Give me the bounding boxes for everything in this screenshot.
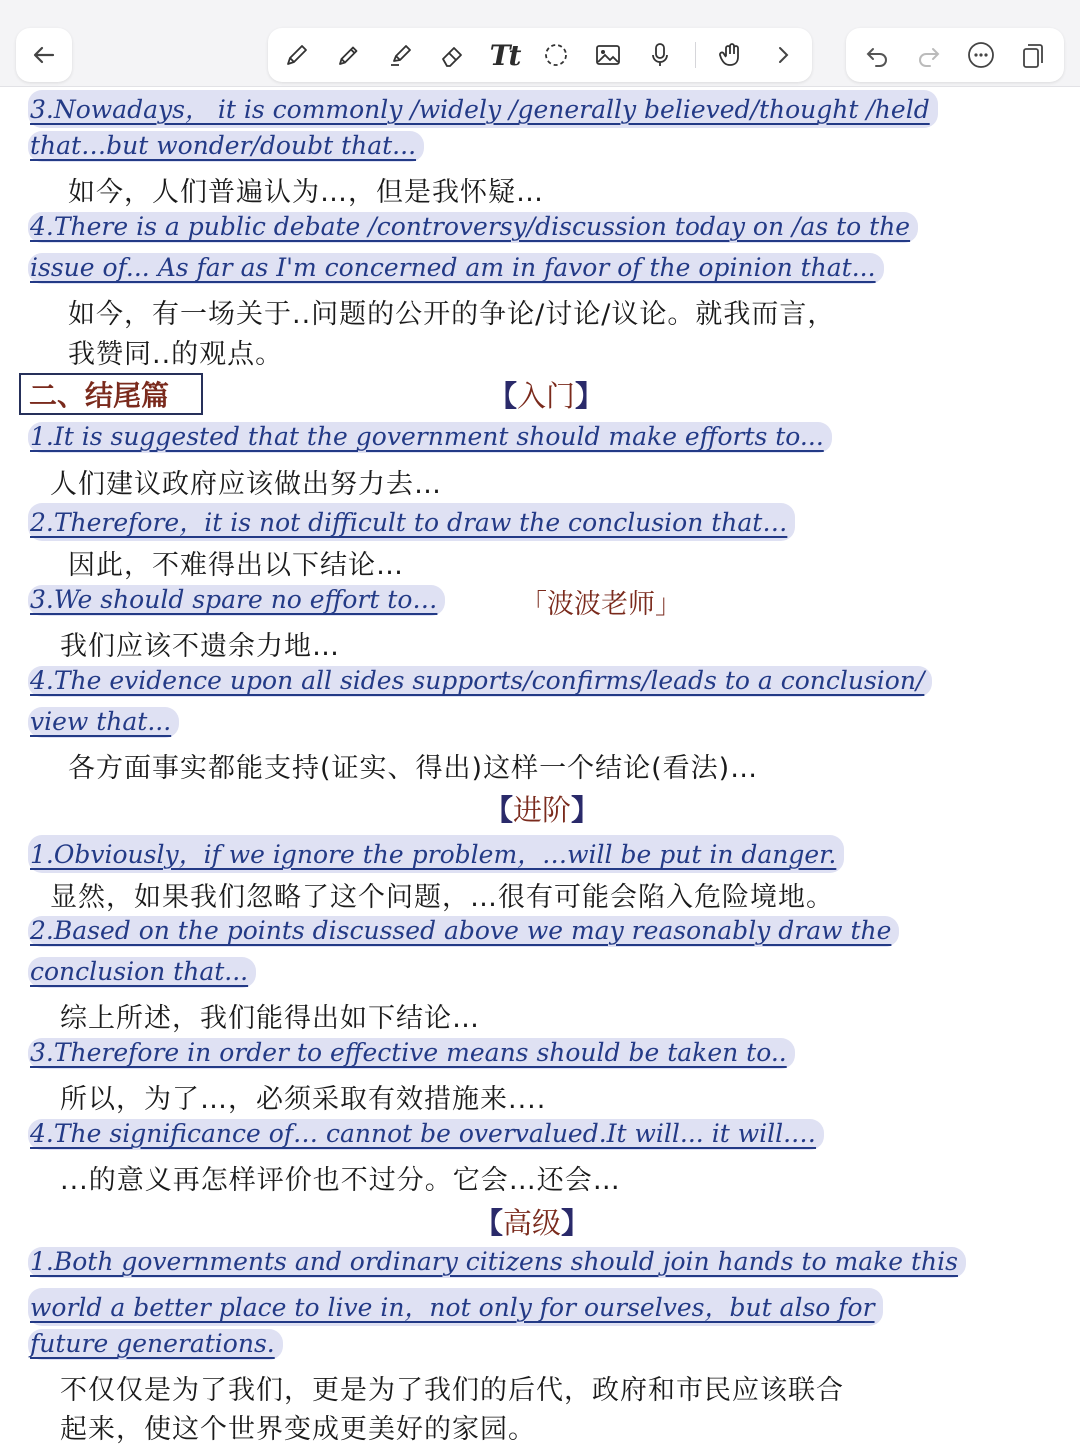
pen-icon[interactable] <box>280 38 314 72</box>
translation-text: 我赞同..的观点。 <box>68 339 284 370</box>
phrase-text: 1.It is suggested that the government should make efforts to... <box>28 422 832 453</box>
phrase-text: 1.Both governments and ordinary citizens should join hands to make this <box>28 1247 966 1278</box>
phrase-text: future generations. <box>28 1329 283 1360</box>
phrase-text: world a better place to live in，not only for ourselves，but also for <box>28 1288 883 1326</box>
translation-text: 不仅仅是为了我们，更是为了我们的后代，政府和市民应该联合 <box>60 1375 844 1406</box>
translation-text: 起来，使这个世界变成更美好的家园。 <box>60 1414 536 1445</box>
section-title: 二、结尾篇 <box>19 373 203 415</box>
microphone-icon[interactable] <box>643 38 677 72</box>
eraser-icon[interactable] <box>436 38 470 72</box>
translation-text: 显然，如果我们忽略了这个问题，…很有可能会陷入危险境地。 <box>50 882 834 913</box>
hand-icon[interactable] <box>714 38 748 72</box>
phrase-text: 4.There is a public debate /controversy/discussion today on /as to the <box>28 212 918 243</box>
toolbar <box>0 0 1080 87</box>
phrase-text: view that... <box>28 707 179 738</box>
phrase-text: 2.Therefore，it is not difficult to draw the conclusion that… <box>28 503 795 541</box>
translation-text: 如今，人们普遍认为…，但是我怀疑… <box>68 177 544 208</box>
lasso-icon[interactable] <box>539 38 573 72</box>
translation-text: 所以，为了…，必须采取有效措施来.... <box>60 1084 547 1115</box>
translation-text: 我们应该不遗余力地… <box>60 631 340 662</box>
level-heading-senior: 【高级】 <box>473 1206 591 1240</box>
translation-text: 人们建议政府应该做出努力去… <box>50 469 442 500</box>
more-icon[interactable] <box>964 38 998 72</box>
phrase-text: 3.We should spare no effort to… <box>28 585 445 616</box>
phrase-text: 1.Obviously，if we ignore the problem，…will be put in danger. <box>28 835 844 873</box>
translation-text: 各方面事实都能支持(证实、得出)这样一个结论(看法)… <box>68 753 759 784</box>
phrase-text: conclusion that... <box>28 957 256 988</box>
text-tool-label: Tt <box>489 38 520 72</box>
translation-text: ...的意义再怎样评价也不过分。它会…还会… <box>60 1165 621 1196</box>
tools-toolbar <box>268 28 812 82</box>
teacher-signature: 「波波老师」 <box>520 589 682 620</box>
phrase-text: issue of... As far as I'm concerned am in favor of the opinion that... <box>28 253 884 284</box>
phrase-text: 4.The evidence upon all sides supports/confirms/leads to a conclusion/ <box>28 666 932 697</box>
phrase-text: 4.The significance of… cannot be overvalued.It will... it will.… <box>28 1119 824 1150</box>
phrase-text: 3.Nowadays， it is commonly /widely /generally believed/thought /held <box>28 90 938 128</box>
redo-icon[interactable] <box>912 38 946 72</box>
phrase-text: 2.Based on the points discussed above we may reasonably draw the <box>28 916 899 947</box>
level-heading-beginner: 【入门】 <box>487 379 605 413</box>
arrow-left-icon <box>27 38 61 72</box>
pencil-icon[interactable] <box>332 38 366 72</box>
image-icon[interactable] <box>591 38 625 72</box>
text-tool-icon[interactable] <box>488 38 522 72</box>
pages-icon[interactable] <box>1016 38 1050 72</box>
translation-text: 因此，不难得出以下结论… <box>68 550 404 581</box>
phrase-text: 3.Therefore in order to effective means should be taken to.. <box>28 1038 795 1069</box>
actions-toolbar <box>846 28 1064 82</box>
level-heading-advanced: 【进阶】 <box>483 793 601 827</box>
toolbar-divider <box>695 42 696 68</box>
translation-text: 综上所述，我们能得出如下结论… <box>60 1003 480 1034</box>
note-canvas[interactable] <box>0 86 1080 1445</box>
back-button[interactable] <box>16 28 72 82</box>
phrase-text: that…but wonder/doubt that... <box>28 131 424 162</box>
undo-icon[interactable] <box>860 38 894 72</box>
translation-text: 如今，有一场关于..问题的公开的争论/讨论/议论。就我而言， <box>68 299 836 330</box>
chevron-right-icon[interactable] <box>766 38 800 72</box>
highlighter-icon[interactable] <box>384 38 418 72</box>
